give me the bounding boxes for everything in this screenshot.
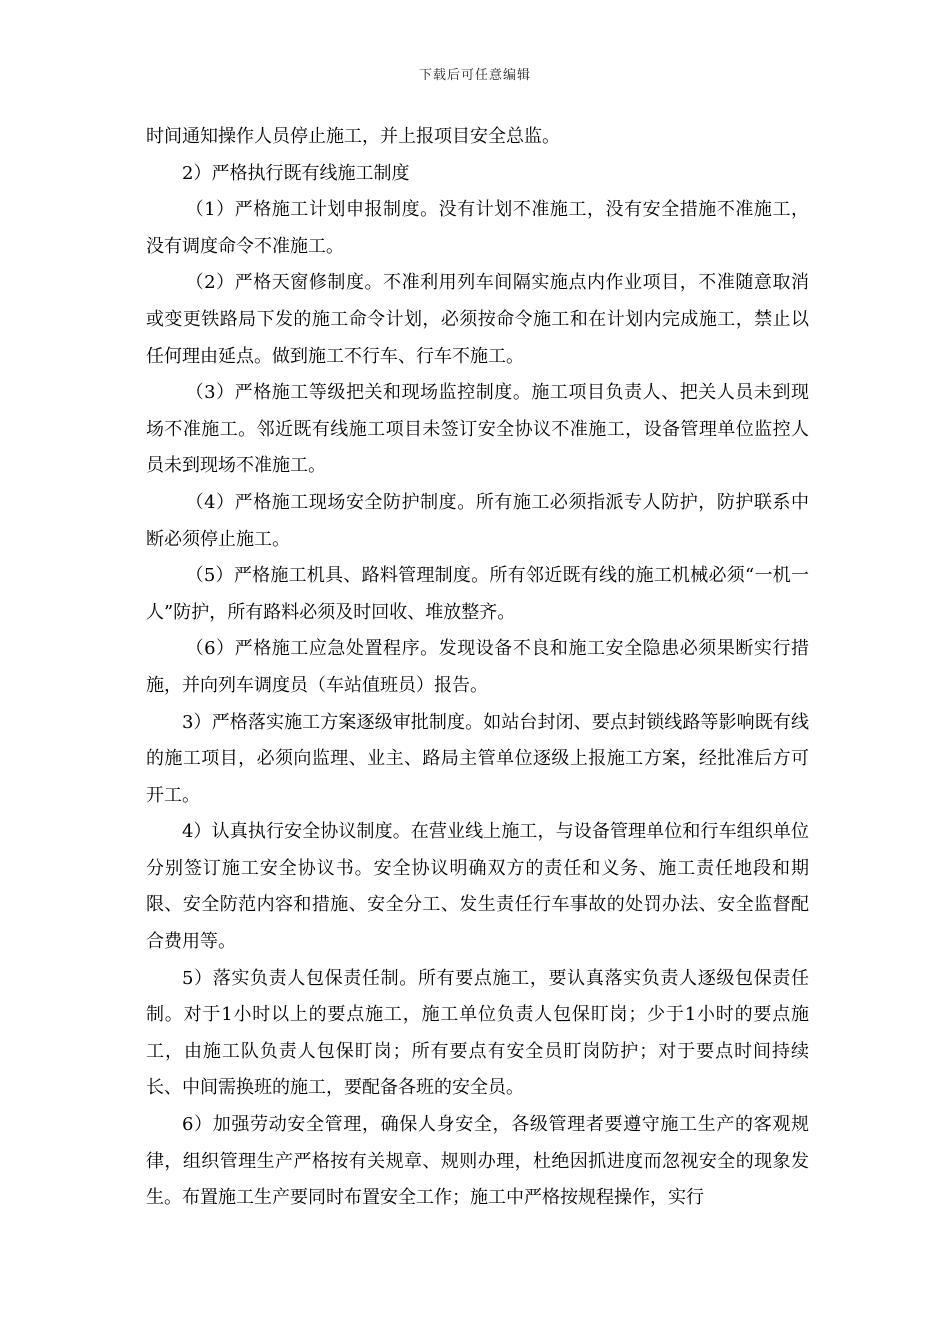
document-body — [146, 119, 809, 1217]
page-header: 下载后可任意编辑 — [418, 68, 531, 83]
paragraph-section-2: 2）严格执行既有线施工制度 — [182, 162, 410, 184]
paragraph-continuation: 时间通知操作人员停止施工，并上报项目安全总监。 — [146, 126, 560, 147]
paragraph-item-1: （1）严格施工计划申报制度。没有计划不准施工，没有安全措施不准施工，没有调度命令不准施工。 — [146, 199, 809, 257]
paragraph-item-4: （4）严格施工现场安全防护制度。所有施工必须指派专人防护，防护联系中断必须停止施工。 — [146, 491, 809, 550]
paragraph-section-5: 5）落实负责人包保责任制。所有要点施工，要认真落实负责人逐级包保责任制。对于1小时以上的要点施工，施工单位负责人包保盯岗；少于1小时的要点施工，由施工队负责人包保盯岗；所有要点有安全员盯岗防护；对于要点时间持续长、中间需换班的施工，要配备各班的安全员。 — [146, 967, 809, 1099]
paragraph-section-4: 4）认真执行安全协议制度。在营业线上施工，与设备管理单位和行车组织单位分别签订施工安全协议书。安全协议明确双方的责任和义务、施工责任地段和期限、安全防范内容和措施、安全分工、发生责任行车事故的处罚办法、安全监督配合费用等。 — [146, 821, 809, 953]
paragraph-item-6: （6）严格施工应急处置程序。发现设备不良和施工安全隐患必须果断实行措施，并向列车调度员（车站值班员）报告。 — [146, 638, 809, 696]
paragraph-section-6: 6）加强劳动安全管理，确保人身安全，各级管理者要遵守施工生产的客观规律，组织管理生产严格按有关规章、规则办理，杜绝因抓进度而忽视安全的现象发生。布置施工生产要同时布置安全工作；施工中严格按规程操作，实行 — [146, 1114, 809, 1209]
paragraph-section-3: 3）严格落实施工方案逐级审批制度。如站台封闭、要点封锁线路等影响既有线的施工项目，必须向监理、业主、路局主管单位逐级上报施工方案，经批准后方可开工。 — [146, 711, 809, 806]
paragraph-item-3: （3）严格施工等级把关和现场监控制度。施工项目负责人、把关人员未到现场不准施工。邻近既有线施工项目未签订安全协议不准施工，设备管理单位监控人员未到现场不准施工。 — [146, 382, 809, 477]
paragraph-item-2: （2）严格天窗修制度。不准利用列车间隔实施点内作业项目，不准随意取消或变更铁路局下发的施工命令计划，必须按命令施工和在计划内完成施工，禁止以任何理由延点。做到施工不行车、行车不施工。 — [146, 272, 809, 367]
paragraph-item-5: （5）严格施工机具、路料管理制度。所有邻近既有线的施工机械必须“一机一人”防护，所有路料必须及时回收、堆放整齐。 — [146, 565, 809, 623]
